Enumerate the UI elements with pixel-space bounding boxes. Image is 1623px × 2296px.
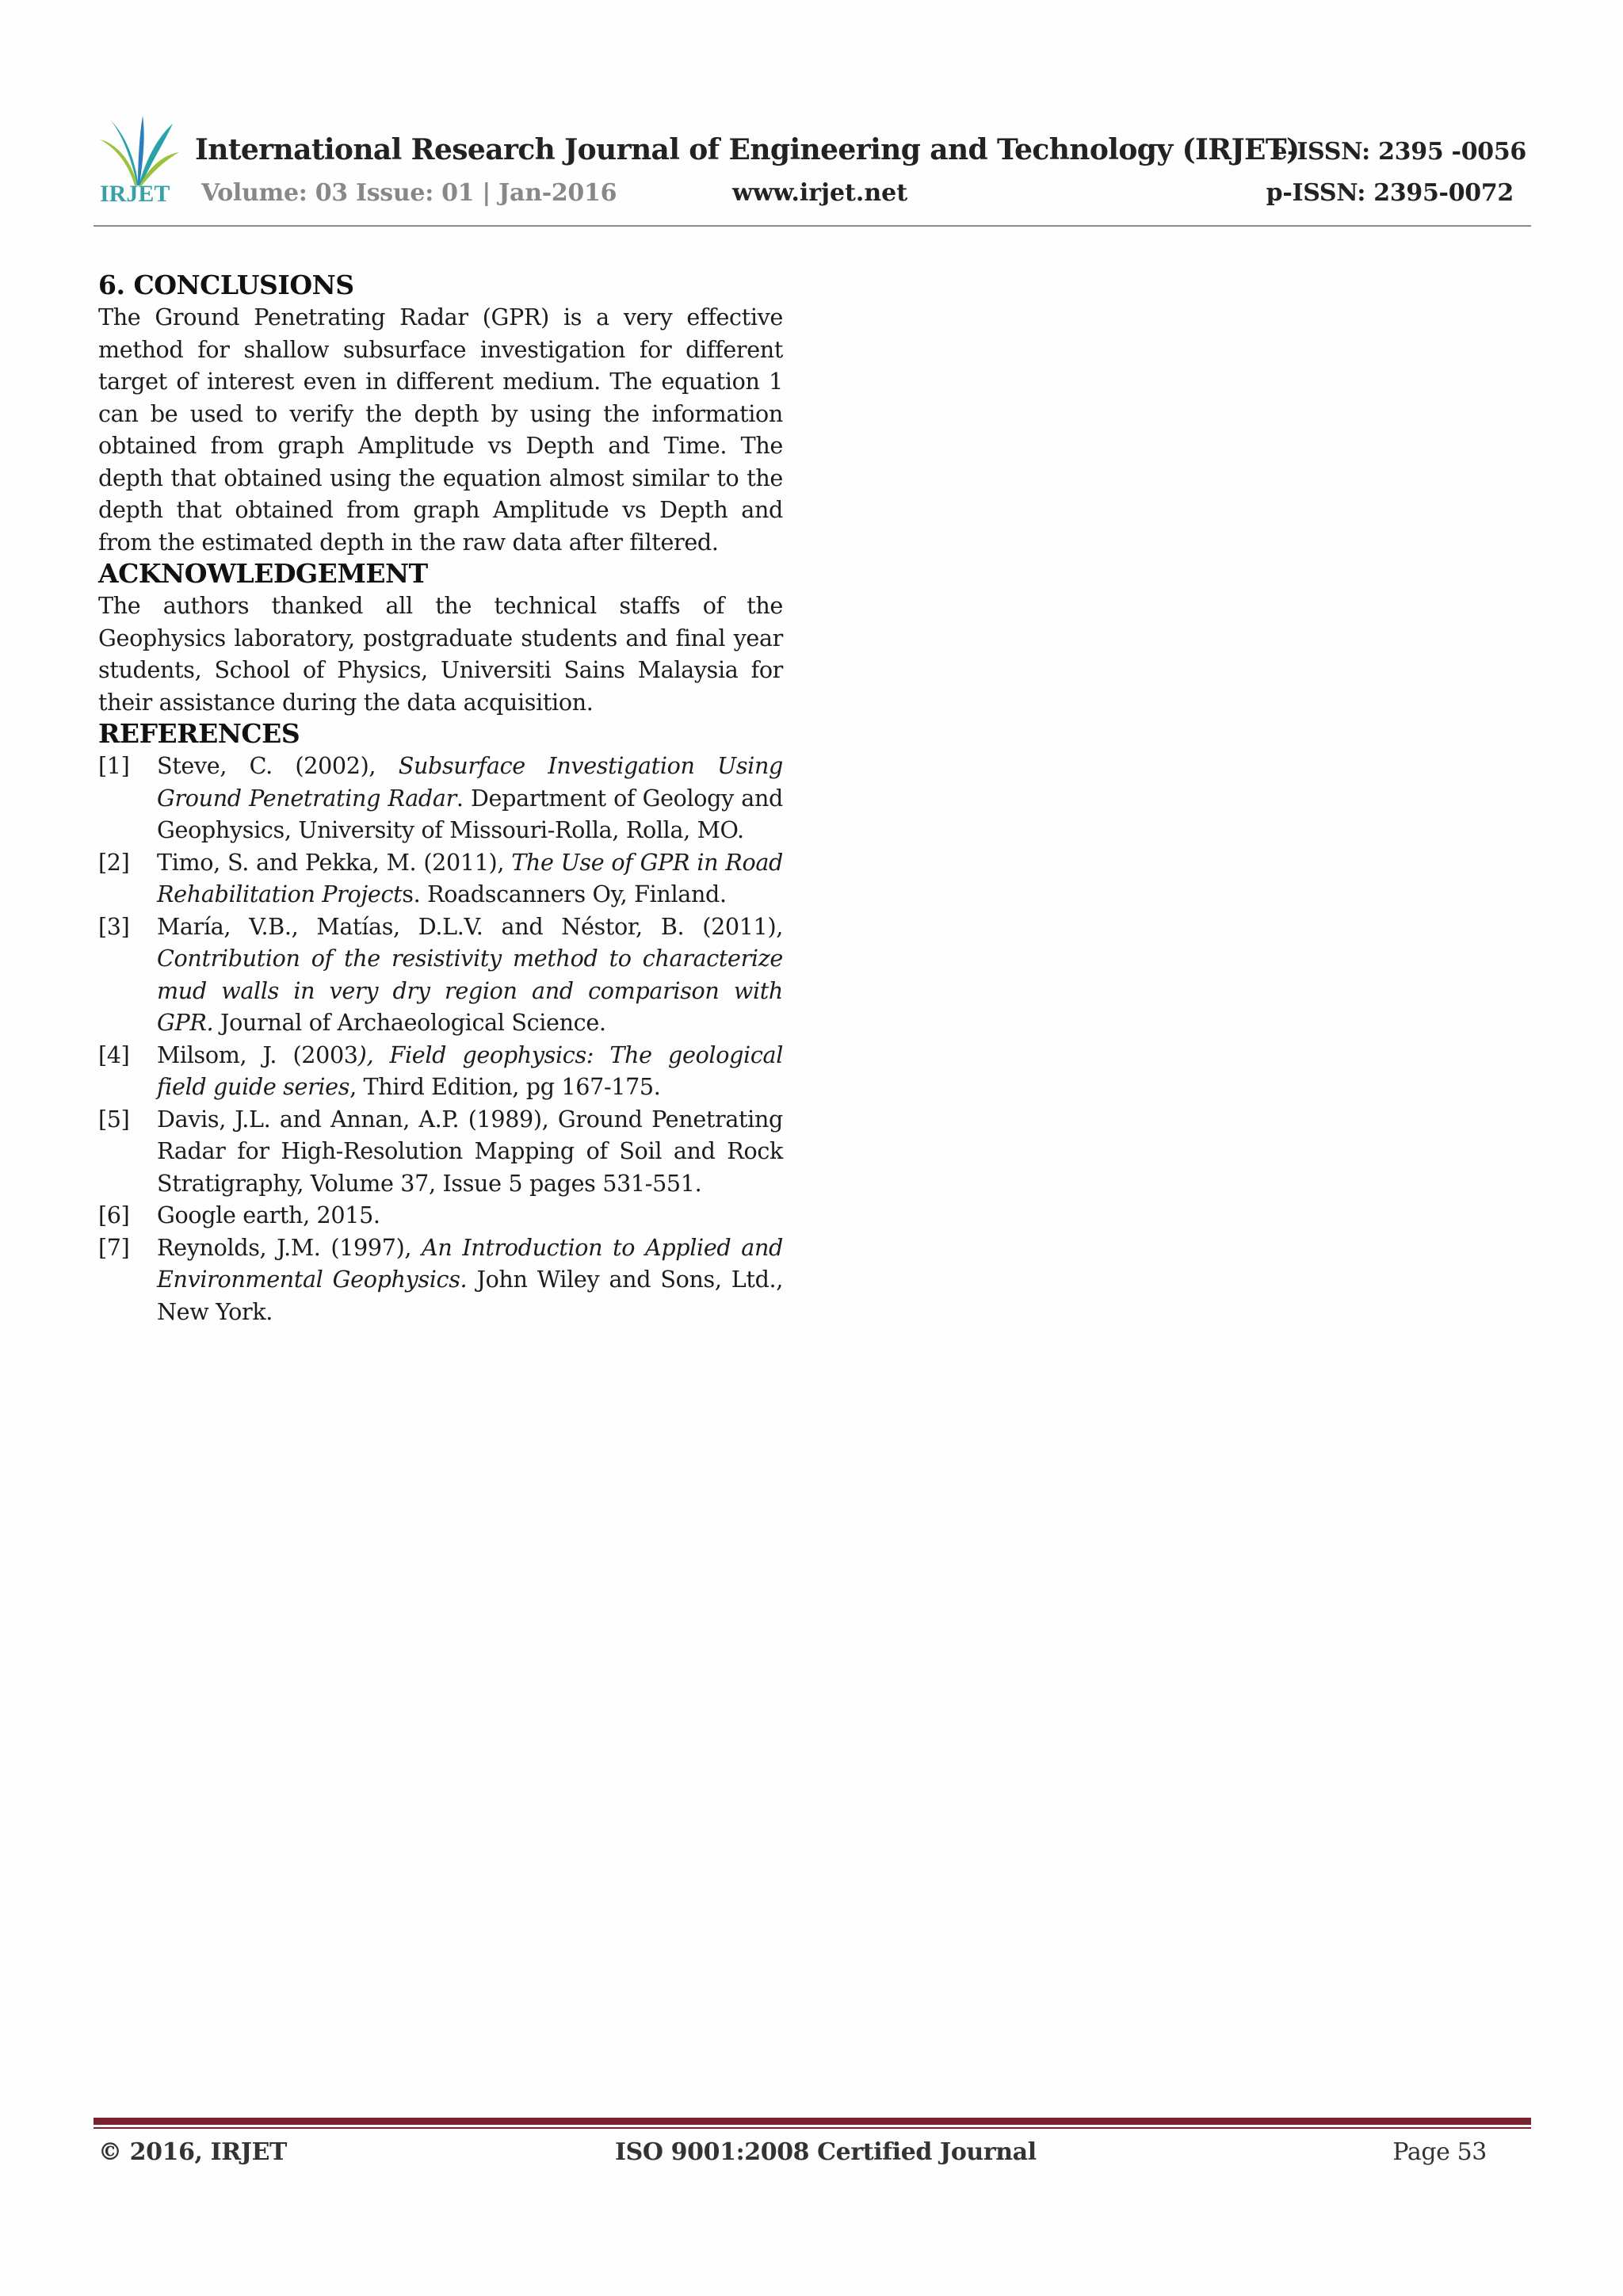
reference-text: María, V.B., Matías, D.L.V. and Néstor, B. (2011), Contribution of the resistivity method to characterize mud walls in very dry region and comparison with GPR. Journal of Archaeological Science. [157, 912, 783, 1036]
acknowledgement-heading: ACKNOWLEDGEMENT [98, 558, 428, 589]
main-column [98, 269, 783, 1328]
page-header [0, 0, 1623, 238]
reference-item [98, 911, 783, 1039]
reference-number: [2] [98, 848, 130, 876]
footer-divider-thick [94, 2118, 1531, 2125]
reference-item [98, 1039, 783, 1103]
reference-text: Google earth, 2015. [157, 1201, 380, 1228]
conclusions-heading: 6. CONCLUSIONS [98, 269, 354, 300]
reference-number: [3] [98, 912, 130, 940]
logo-text: IRJET [100, 181, 170, 207]
volume-issue: Volume: 03 Issue: 01 | Jan-2016 [201, 179, 617, 207]
p-issn: p-ISSN: 2395-0072 [1266, 179, 1514, 207]
reference-text: Reynolds, J.M. (1997), An Introduction to Applied and Environmental Geophysics. John Wiley and Sons, Ltd., New York. [157, 1233, 783, 1325]
reference-item [98, 750, 783, 846]
acknowledgement-text: The authors thanked all the technical staffs of the Geophysics laboratory, postgraduate students and final year students, School of Physics, Universiti Sains Malaysia for their assistance during the data acquisition. [98, 592, 783, 716]
reference-text: Davis, J.L. and Annan, A.P. (1989), Ground Penetrating Radar for High-Resolution Mapping of Soil and Rock Stratigraphy, Volume 37, Issue 5 pages 531-551. [157, 1105, 783, 1197]
reference-item [98, 1103, 783, 1200]
footer-copyright: © 2016, IRJET [98, 2138, 287, 2166]
conclusions-section [98, 269, 783, 558]
reference-item [98, 1199, 783, 1232]
reference-text: Steve, C. (2002), Subsurface Investigation Using Ground Penetrating Radar. Department of Geology and Geophysics, University of Missouri-Rolla, Rolla, MO. [157, 752, 783, 843]
reference-number: [7] [98, 1233, 130, 1261]
reference-number: [5] [98, 1105, 130, 1133]
reference-list [98, 750, 783, 1328]
palm-leaves-icon [94, 116, 181, 187]
references-heading: REFERENCES [98, 718, 300, 749]
page-number: Page 53 [1392, 2138, 1487, 2166]
reference-text: Milsom, J. (2003), Field geophysics: The geological field guide series, Third Edition, pg 167-175. [157, 1041, 783, 1100]
acknowledgement-section [98, 558, 783, 718]
header-divider [94, 225, 1531, 227]
reference-item [98, 1232, 783, 1328]
reference-number: [4] [98, 1041, 130, 1068]
journal-title: International Research Journal of Engineering and Technology (IRJET) [195, 133, 1300, 166]
reference-item [98, 846, 783, 911]
e-issn: e-ISSN: 2395 -0056 [1272, 138, 1526, 166]
references-section [98, 718, 783, 1328]
reference-number: [6] [98, 1201, 130, 1228]
conclusions-text: The Ground Penetrating Radar (GPR) is a very effective method for shallow subsurface investigation for different target of interest even in different medium. The equation 1 can be used to verify the depth by using the information obtained from graph Amplitude vs Depth and Time. The depth that obtained using the equation almost similar to the depth that obtained from graph Amplitude vs Depth and from the estimated depth in the raw data after filtered. [98, 304, 783, 556]
journal-website: www.irjet.net [732, 179, 908, 207]
reference-number: [1] [98, 752, 130, 779]
footer-certification: ISO 9001:2008 Certified Journal [615, 2138, 1037, 2166]
reference-text: Timo, S. and Pekka, M. (2011), The Use of GPR in Road Rehabilitation Projects. Roadscanners Oy, Finland. [157, 848, 783, 907]
footer-divider-thin [94, 2127, 1531, 2129]
